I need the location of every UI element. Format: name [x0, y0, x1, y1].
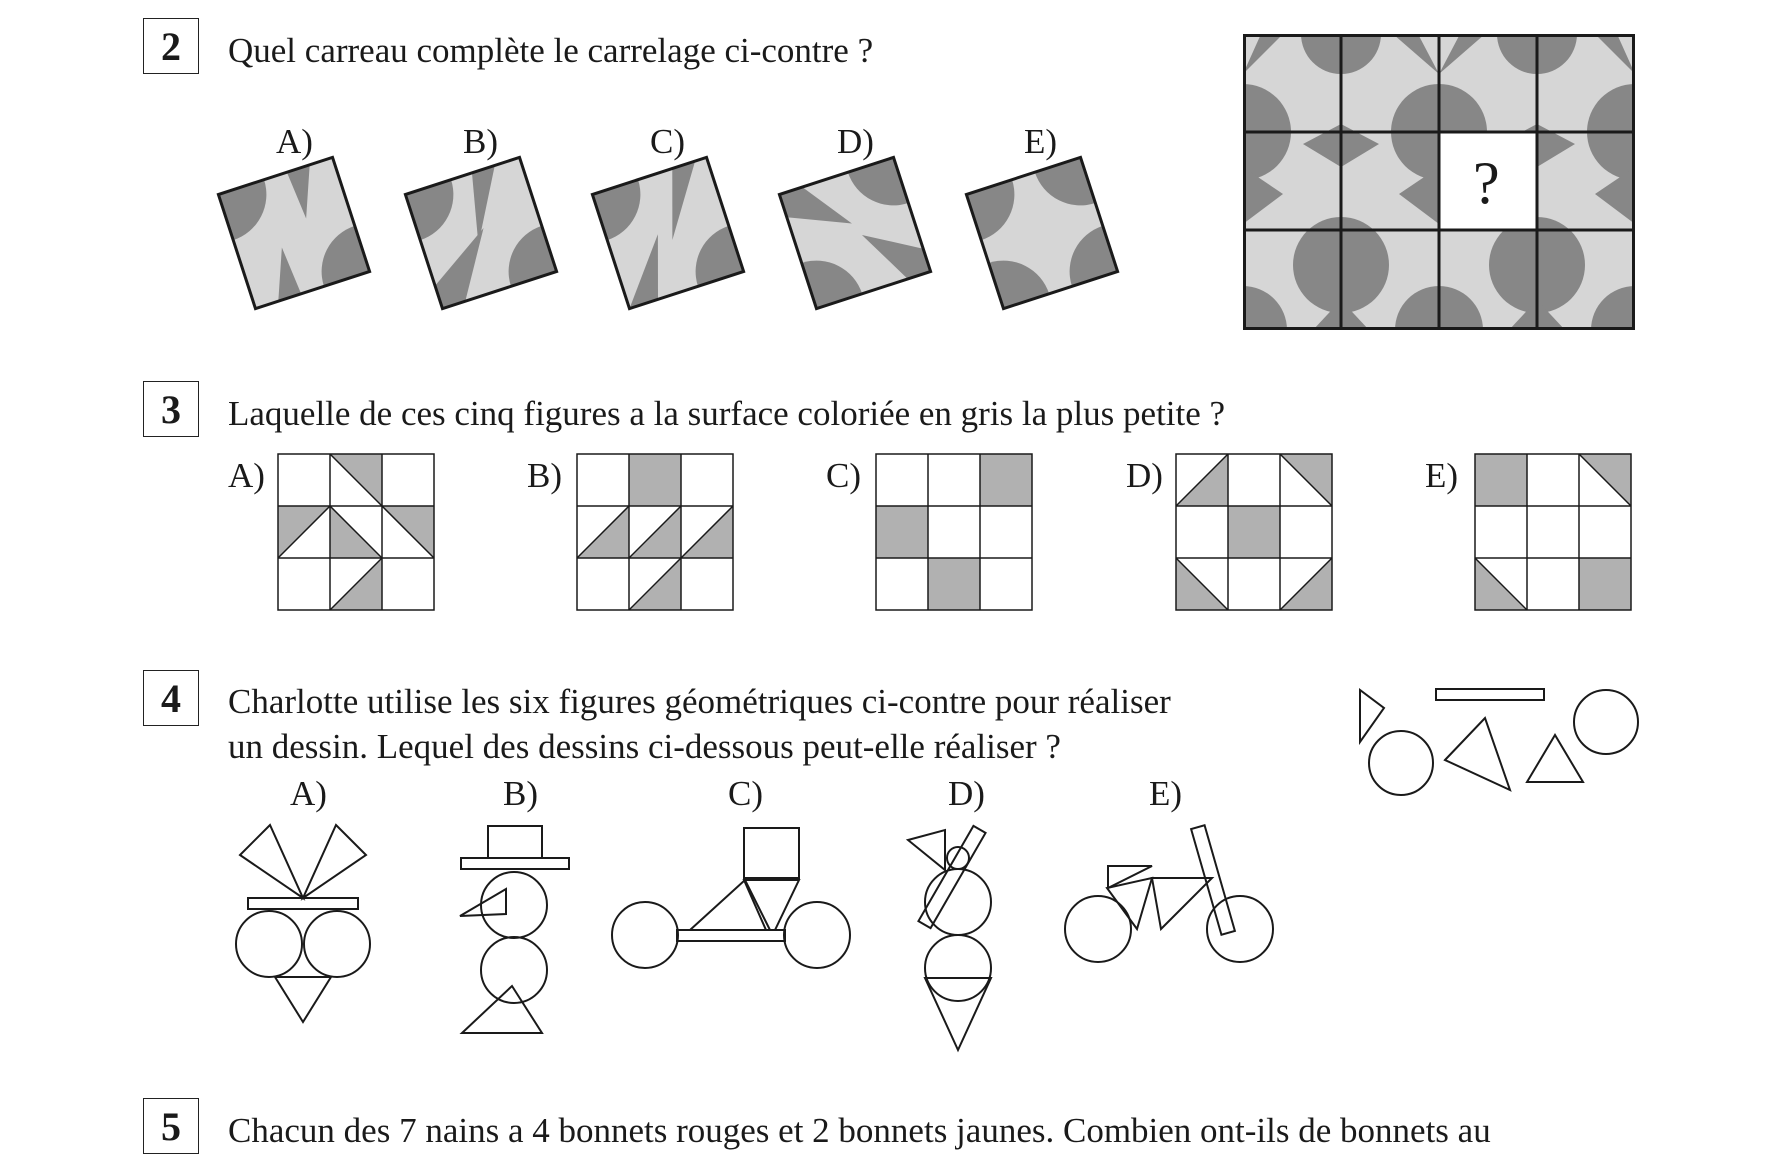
question-5-number: 5	[143, 1098, 199, 1154]
question-2-text: Quel carreau complète le carrelage ci-contre ?	[228, 31, 874, 70]
q3-option-d-label: D)	[1126, 456, 1163, 495]
q4-drawing-b[interactable]	[460, 826, 569, 1033]
q2-option-c-label: C)	[650, 122, 685, 161]
q2-option-b-label: B)	[463, 122, 498, 161]
q3-option-a-label: A)	[228, 456, 265, 495]
q4-option-a-label: A)	[290, 774, 327, 813]
q3-option-e-label: E)	[1425, 456, 1459, 495]
q3-option-b-label: B)	[527, 456, 562, 495]
question-4-text-line-2: un dessin. Lequel des dessins ci-dessous peut-elle réaliser ?	[228, 727, 1061, 766]
q3-option-c-label: C)	[826, 456, 861, 495]
question-2-number: 2	[143, 18, 199, 74]
q4-drawing-d[interactable]	[908, 826, 991, 1050]
q4-drawing-e[interactable]	[1065, 825, 1273, 962]
question-5-text: Chacun des 7 nains a 4 bonnets rouges et 2 bonnets jaunes. Combien ont-ils de bonnets au	[228, 1111, 1491, 1150]
q2-missing-tile-mark: ?	[1473, 150, 1500, 216]
q4-drawing-c[interactable]	[612, 828, 850, 968]
question-4-number: 4	[143, 670, 199, 726]
q2-option-d-label: D)	[837, 122, 874, 161]
question-4-text-line-1: Charlotte utilise les six figures géométriques ci-contre pour réaliser	[228, 682, 1171, 721]
q2-option-a-label: A)	[276, 122, 313, 161]
q4-option-c-label: C)	[728, 774, 763, 813]
q4-option-e-label: E)	[1149, 774, 1183, 813]
q2-option-e-label: E)	[1024, 122, 1058, 161]
q4-option-d-label: D)	[948, 774, 985, 813]
question-3-text: Laquelle de ces cinq figures a la surface coloriée en gris la plus petite ?	[228, 394, 1226, 433]
q4-drawing-a[interactable]	[236, 825, 370, 1022]
q4-option-b-label: B)	[503, 774, 538, 813]
question-3-number: 3	[143, 381, 199, 437]
